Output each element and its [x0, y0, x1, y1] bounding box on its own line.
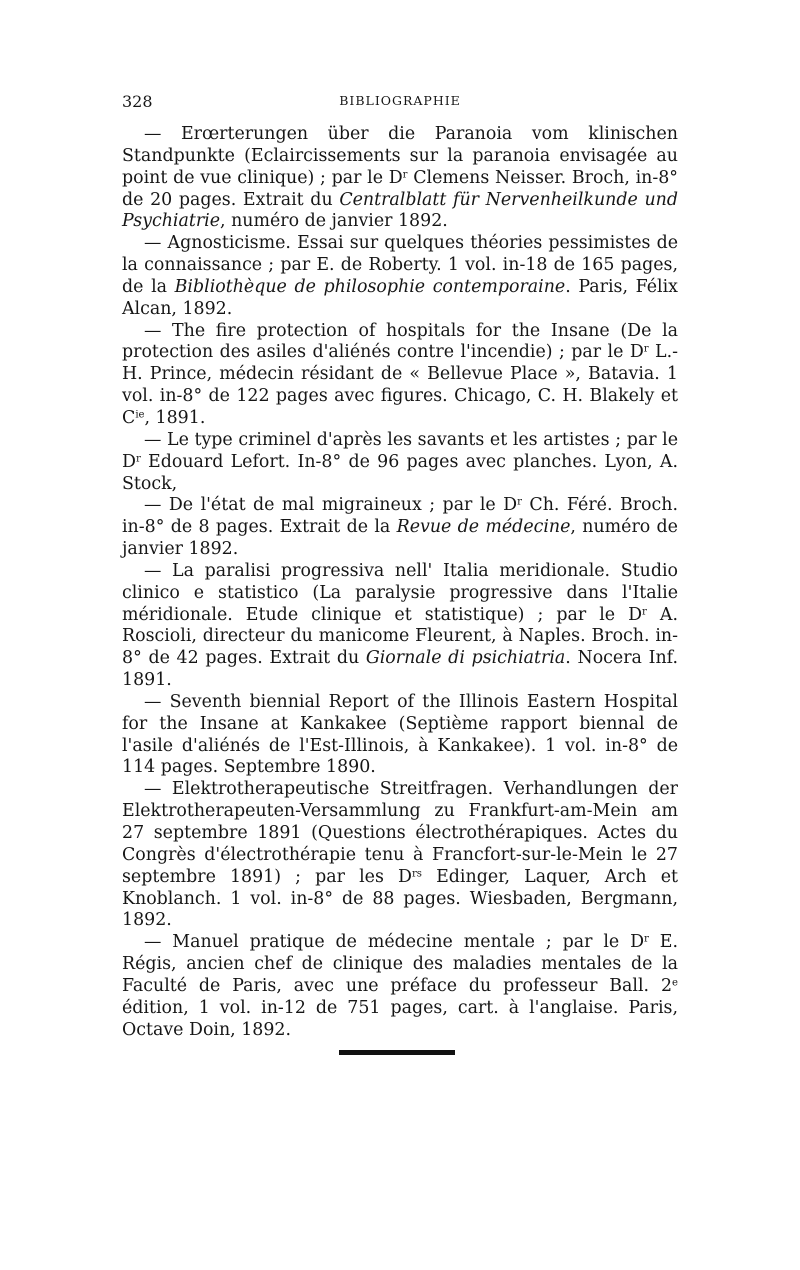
entry-text: Clemens Neisser. Broch, in-8° de 20 pages. Extrait du — [122, 167, 679, 210]
superscript: r — [642, 606, 647, 618]
entry-text: L.-H. Prince, médecin résidant de « Bellevue Place », Batavia. 1 vol. in-8° de 122 pages avec figures. Chicago, C. H. Blakely et C — [122, 342, 678, 428]
entry-text: Edinger, Laquer, Arch et Knoblanch. 1 vol. in-8° de 88 pages. Wiesbaden, Bergmann, 1892. — [122, 866, 679, 931]
bibliography-entry — [122, 321, 678, 430]
entry-text: — Erœrterungen über die Paranoia vom klinischen Standpunkte (Eclaircissements sur la paranoia envisagée au point de vue clinique) ; par le D — [122, 124, 678, 188]
entry-text: — Le type criminel d'après les savants et les artistes ; par le D — [122, 429, 678, 472]
bibliography-entry — [122, 124, 678, 233]
entry-text: A. Roscioli, directeur du manicome Fleurent, à Naples. Broch. in-8° de 42 pages. Extrait du — [122, 604, 678, 669]
bibliography-entry — [122, 495, 678, 561]
running-head: BIBLIOGRAPHIE — [339, 93, 461, 108]
bibliography-entries — [122, 124, 678, 1041]
entry-text: E. Régis, ancien chef de clinique des maladies mentales de la Faculté de Paris, avec une préface du professeur Ball. 2 — [122, 932, 678, 996]
entry-text: — De l'état de mal migraineux ; par le D — [144, 495, 518, 516]
entry-text: — Seventh biennial Report of the Illinois Eastern Hospital for the Insane at Kankakee (Septième rapport biennal de l'asile d'aliénés de l'Est-Illinois, à Kankakee). 1 vol. in-8° de 114 pages. Septembre 1890. — [122, 691, 678, 778]
italic-title: Giornale di psichiatria — [365, 648, 566, 669]
entry-text: , numéro de janvier 1892. — [122, 517, 678, 560]
entry-text: — Manuel pratique de médecine mentale ; par le D — [144, 932, 645, 953]
italic-title: Centralblatt für Nervenheilkunde und Psychiatrie — [122, 189, 678, 232]
entry-text: — The fire protection of hospitals for the Insane (De la protection des asiles d'aliénés contre l'incendie) ; par le D — [122, 320, 678, 363]
superscript: r — [517, 496, 522, 508]
end-rule — [339, 1050, 455, 1055]
italic-title: Bibliothèque de philosophie contemporaine — [174, 276, 566, 297]
superscript: r — [402, 169, 408, 181]
bibliography-entry — [122, 932, 678, 1041]
bibliography-entry — [122, 692, 678, 779]
superscript: r — [643, 343, 649, 355]
entry-text: . Nocera Inf. 1891. — [122, 648, 678, 691]
entry-text: — Agnosticisme. Essai sur quelques théories pessimistes de la connaissance ; par E. de Roberty. 1 vol. in-18 de 165 pages, de la — [122, 233, 678, 297]
entry-text: édition, 1 vol. in-12 de 751 pages, cart. à l'anglaise. Paris, Octave Doin, 1892. — [122, 997, 678, 1040]
entry-text: — La paralisi progressiva nell' Italia meridionale. Studio clinico e statistico (La paralysie progressive dans l'Italie méridionale. Etude clinique et statistique) ; par le D — [122, 560, 678, 625]
bibliography-entry — [122, 430, 678, 496]
superscript: rs — [411, 868, 422, 880]
entry-text: . Paris, Félix Alcan, 1892. — [122, 276, 678, 319]
bibliography-entry — [122, 233, 678, 320]
bibliography-entry — [122, 779, 678, 932]
superscript: e — [672, 977, 678, 989]
entry-text: — Elektrotherapeutische Streitfragen. Verhandlungen der Elektrotherapeuten-Versammlung zu Frankfurt-am-Mein am 27 septembre 1891 (Questions électrothérapiques. Actes du Congrès d'électrothérapie tenu à Francfort-sur-le-Mein le 27 septembre 1891) ; par les D — [122, 779, 678, 887]
page-header — [122, 92, 678, 118]
superscript: ie — [135, 409, 145, 421]
book-page — [122, 92, 678, 1041]
entry-text: , numéro de janvier 1892. — [220, 211, 448, 232]
superscript: r — [135, 453, 141, 465]
bibliography-entry — [122, 561, 678, 692]
entry-text: Ch. Féré. Broch. in-8° de 8 pages. Extrait de la — [122, 495, 678, 538]
superscript: r — [644, 933, 649, 945]
page-number: 328 — [122, 92, 153, 111]
entry-text: Edouard Lefort. In-8° de 96 pages avec planches. Lyon, A. Stock, — [122, 451, 678, 494]
italic-title: Revue de médecine — [396, 517, 571, 538]
entry-text: , 1891. — [144, 407, 206, 428]
